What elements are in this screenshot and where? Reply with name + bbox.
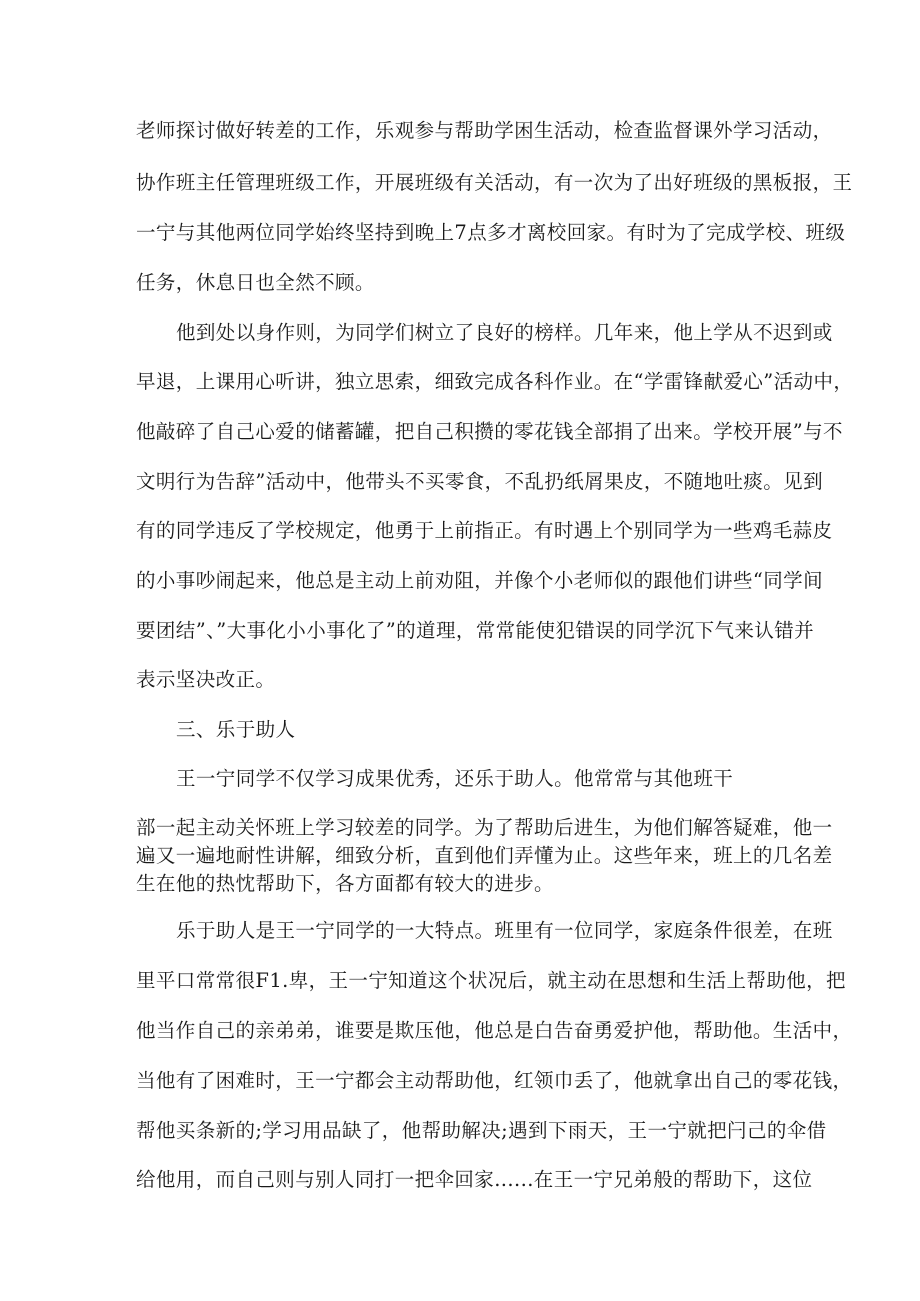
- paragraph-1-line-2: 协作班主任管理班级工作，开展班级有关活动，有一次为了出好班级的黑板报，王: [136, 171, 853, 194]
- paragraph-3-line-4: 生在他的热忱帮助下，各方面都有较大的进步。: [136, 872, 554, 895]
- section-heading: 三、乐于助人: [176, 718, 296, 741]
- paragraph-4-line-3: 他当作自己的亲弟弟，谁要是欺压他，他总是白告奋勇爱护他，帮助他。生活中，: [136, 1019, 853, 1042]
- paragraph-4-line-2: 里平口常常很F1.卑，王一宁知道这个状况后，就主动在思想和生活上帮助他，把: [136, 969, 846, 992]
- paragraph-3-line-3: 遍又一遍地耐性讲解，细致分析，直到他们弄懂为止。这些年来，班上的几名差: [136, 844, 833, 867]
- paragraph-2-line-4: 文明行为告辞”活动中，他带头不买零食，不乱扔纸屑果皮，不随地吐痰。见到: [136, 470, 823, 493]
- paragraph-2-line-7: 要团结”、”大事化小小事化了”的道理，常常能使犯错误的同学沉下气来认错并: [136, 619, 815, 642]
- paragraph-2-line-6: 的小事吵闹起来，他总是主动上前劝阻，并像个小老师似的跟他们讲些“同学间: [136, 569, 823, 592]
- paragraph-4-line-6: 给他用，而自己则与别人同打一把伞回家......在王一宁兄弟般的帮助下，这位: [136, 1168, 813, 1191]
- paragraph-1-line-3: 一宁与其他两位同学始终坚持到晚上7点多才离校回家。有时为了完成学校、班级: [136, 221, 846, 244]
- paragraph-4-line-5: 帮他买条新的;学习用品缺了，他帮助解决;遇到下雨天，王一宁就把闩己的伞借: [136, 1119, 827, 1142]
- paragraph-2-line-1: 他到处以身作则，为同学们树立了良好的榜样。几年来，他上学从不迟到或: [176, 321, 833, 344]
- paragraph-2-line-5: 有的同学违反了学校规定，他勇于上前指正。有时遇上个别同学为一些鸡毛蒜皮: [136, 519, 833, 542]
- paragraph-4-line-1: 乐于助人是王一宁同学的一大特点。班里有一位同学，家庭条件很差，在班: [176, 919, 833, 942]
- paragraph-3-line-1: 王一宁同学不仅学习成果优秀，还乐于助人。他常常与其他班干: [176, 767, 734, 790]
- paragraph-1-line-4: 任务，休息日也全然不顾。: [136, 271, 375, 294]
- paragraph-4-line-4: 当他有了困难时，王一宁都会主动帮助他，红领巾丢了，他就拿出自己的零花钱，: [136, 1069, 853, 1092]
- paragraph-1-line-1: 老师探讨做好转差的工作，乐观参与帮助学困生活动，检查监督课外学习活动，: [136, 119, 833, 142]
- paragraph-2-line-3: 他敲碎了自己心爱的储蓄罐，把自己积攒的零花钱全部捐了出来。学校开展”与不: [136, 420, 843, 443]
- paragraph-2-line-2: 早退，上课用心听讲，独立思索，细致完成各科作业。在“学雷锋献爱心”活动中，: [136, 370, 854, 393]
- paragraph-2-line-8: 表示坚决改正。: [136, 668, 276, 691]
- paragraph-3-line-2: 部一起主动关怀班上学习较差的同学。为了帮助后进生，为他们解答疑难，他一: [136, 816, 833, 839]
